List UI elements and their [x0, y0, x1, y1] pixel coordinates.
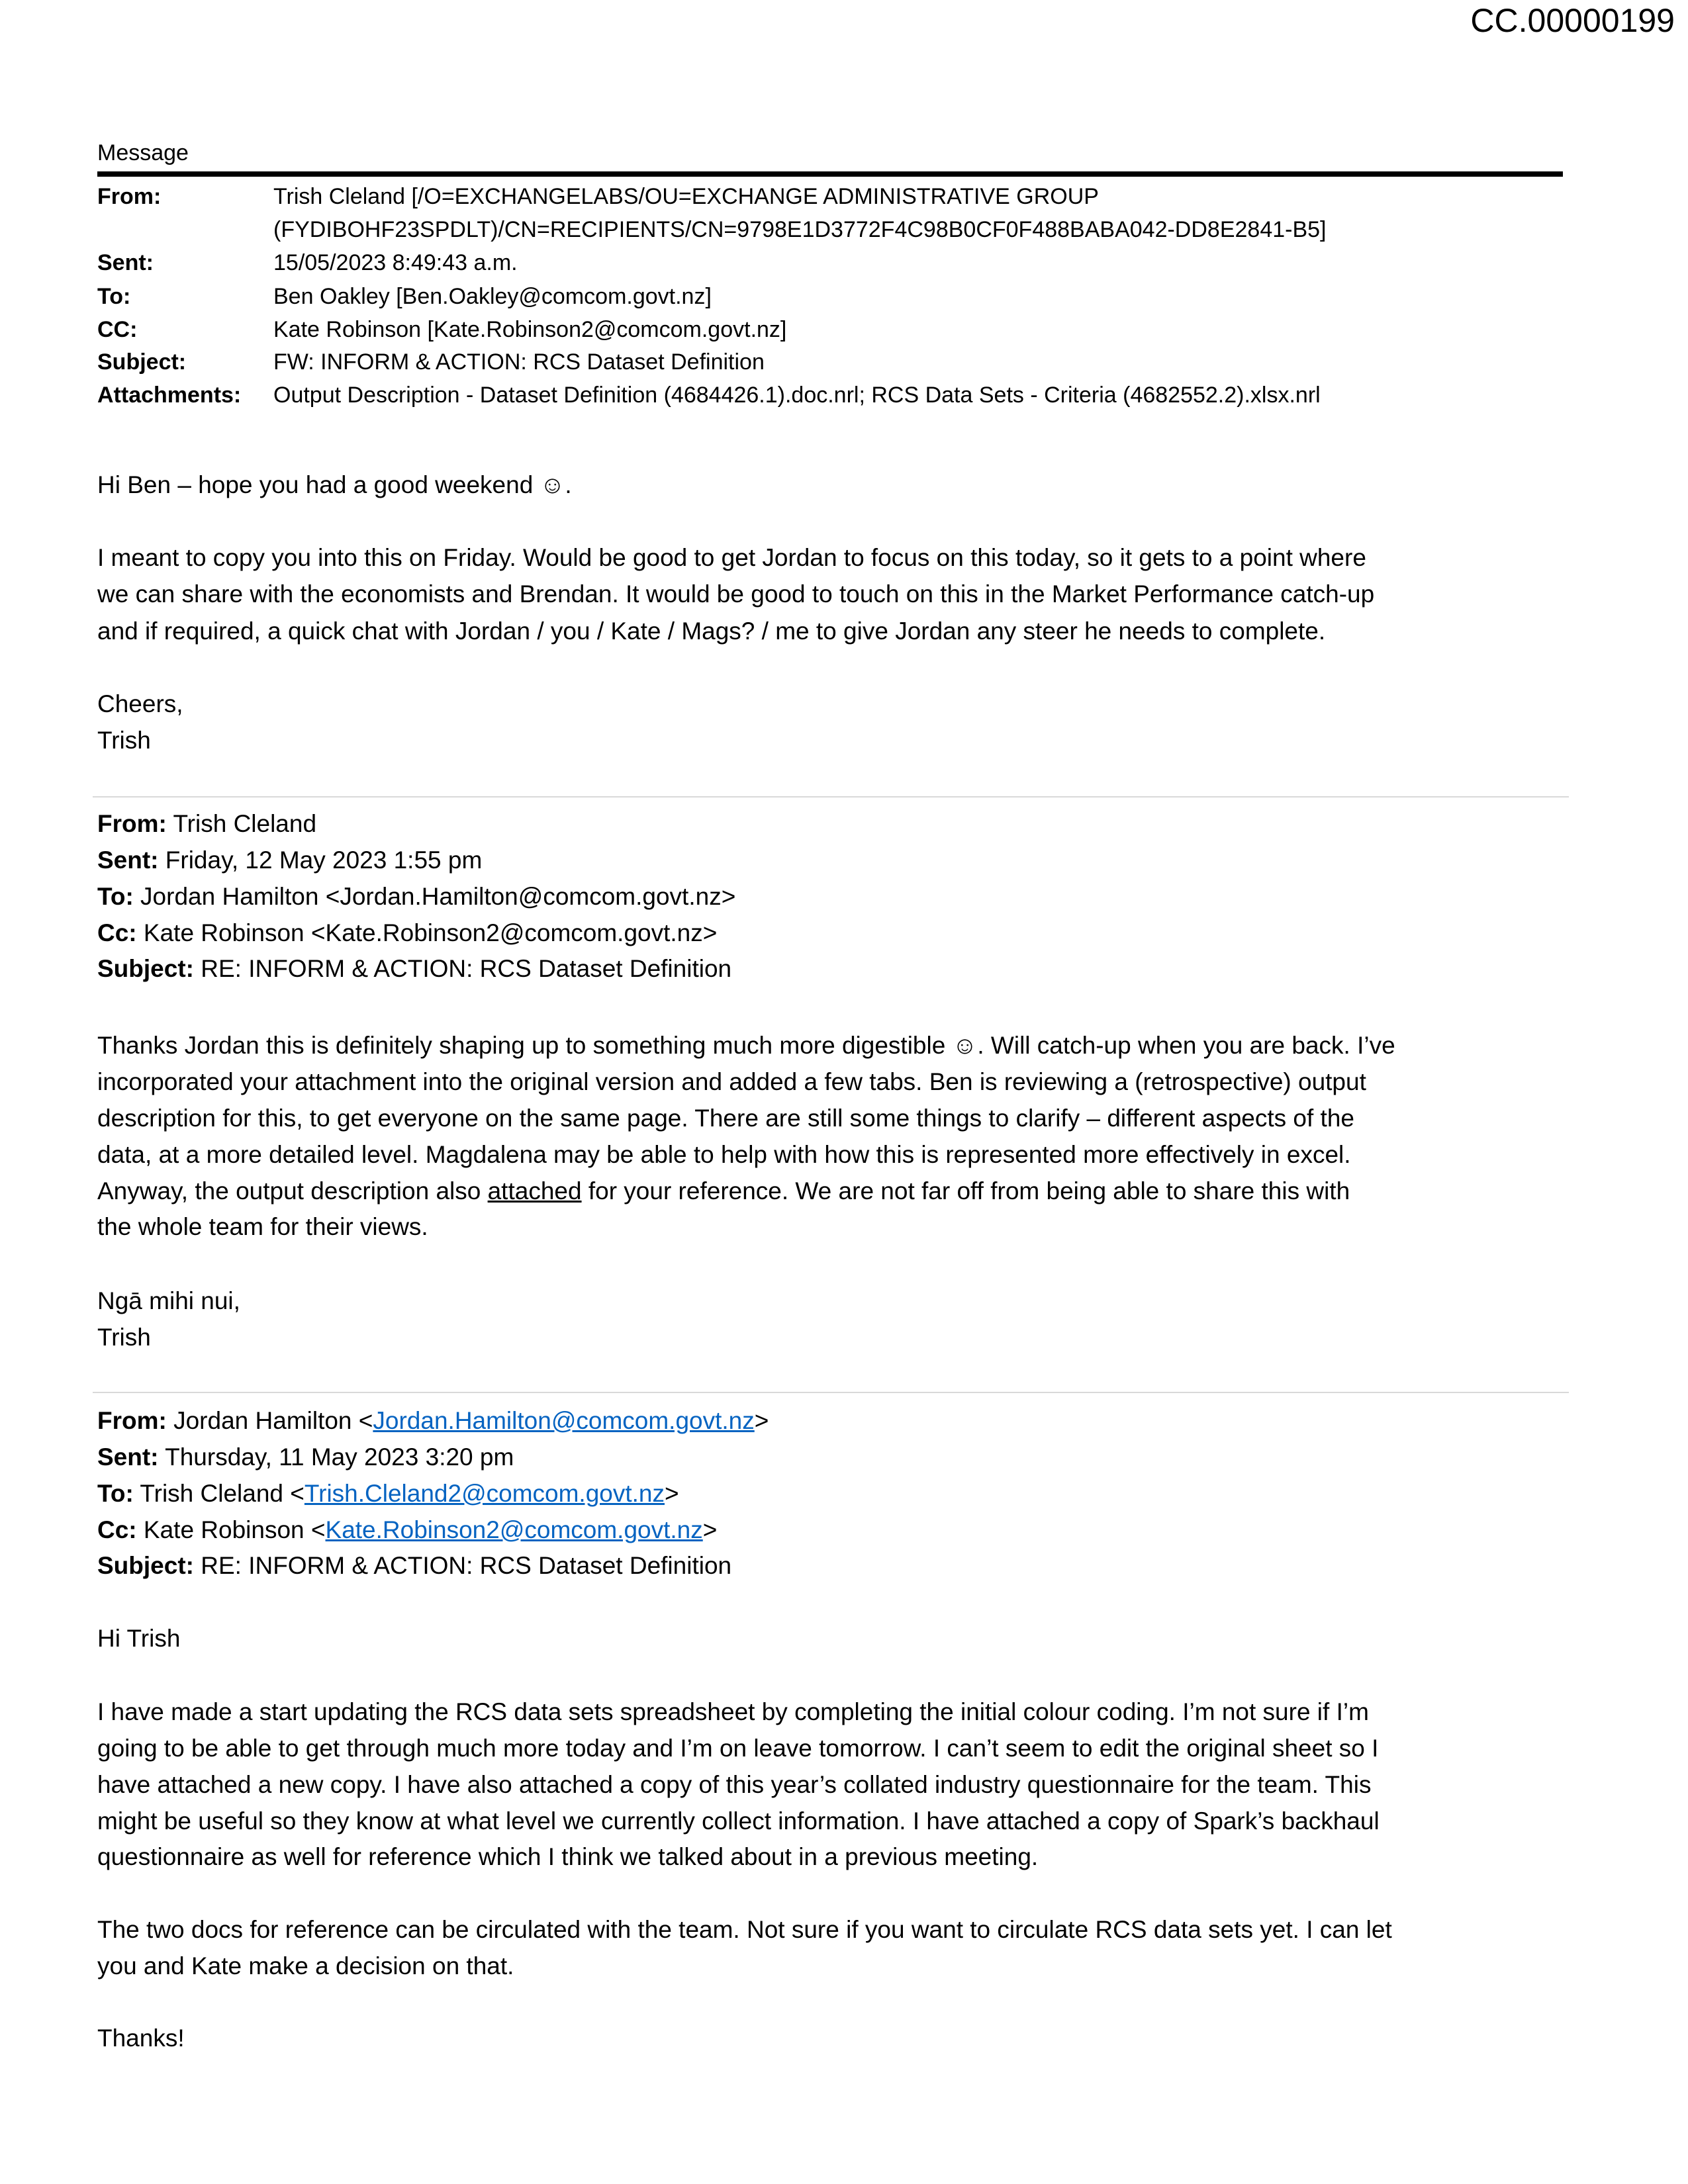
- body-line: and if required, a quick chat with Jordan / you / Kate / Mags? / me to give Jordan any steer he needs to complete.: [97, 617, 1326, 645]
- text: for your reference. We are not far off from being able to share this with: [581, 1177, 1350, 1205]
- to-line: [97, 1480, 679, 1508]
- body-line: we can share with the economists and Brendan. It would be good to touch on this in the Market Performance catch-up: [97, 580, 1375, 608]
- to-label: To:: [97, 284, 131, 309]
- body-line: you and Kate make a decision on that.: [97, 1952, 514, 1979]
- subject-line: [97, 955, 731, 983]
- to-label: To:: [97, 883, 134, 910]
- sent-label: Sent:: [97, 846, 159, 874]
- sent-label: Sent:: [97, 250, 154, 275]
- bracket: >: [665, 1480, 679, 1507]
- from-label: From:: [97, 184, 162, 209]
- sent-value: Friday, 12 May 2023 1:55 pm: [158, 846, 483, 874]
- signoff: Cheers,: [97, 690, 183, 717]
- body-line: The two docs for reference can be circulated with the team. Not sure if you want to circulate RCS data sets yet. I can let: [97, 1916, 1392, 1943]
- subject-line: [97, 1552, 731, 1580]
- subject-value: FW: INFORM & ACTION: RCS Dataset Definition: [273, 349, 765, 375]
- attachments-value: Output Description - Dataset Definition (4684426.1).doc.nrl; RCS Data Sets - Criteria (4682552.2).xlsx.nrl: [273, 383, 1321, 408]
- cc-label: Cc:: [97, 919, 137, 946]
- bracket: >: [702, 1516, 718, 1543]
- from-line: [97, 1407, 769, 1435]
- body-line: [97, 1177, 1350, 1205]
- to-label: To:: [97, 1480, 134, 1507]
- subject-value: RE: INFORM & ACTION: RCS Dataset Definition: [193, 1552, 732, 1579]
- cc-line: [97, 1516, 717, 1544]
- signature: Trish: [97, 1324, 151, 1351]
- body-line: the whole team for their views.: [97, 1213, 428, 1240]
- attached-link[interactable]: attached: [487, 1177, 582, 1205]
- body-line: going to be able to get through much more today and I’m on leave tomorrow. I can’t seem to edit the original sheet so I: [97, 1735, 1379, 1762]
- body-line: I have made a start updating the RCS data sets spreadsheet by completing the initial colour coding. I’m not sure if I’m: [97, 1698, 1369, 1725]
- cc-name: Kate Robinson <: [136, 1516, 326, 1543]
- cc-email-link[interactable]: Kate.Robinson2@comcom.govt.nz: [325, 1516, 703, 1543]
- to-name: Trish Cleland <: [133, 1480, 305, 1507]
- subject-label: Subject:: [97, 955, 194, 982]
- greeting: Hi Trish: [97, 1625, 181, 1652]
- sent-line: [97, 846, 482, 874]
- from-value: Trish Cleland: [166, 810, 317, 837]
- body-line: data, at a more detailed level. Magdalena may be able to help with how this is represented more effectively in excel.: [97, 1141, 1351, 1168]
- sent-value: Thursday, 11 May 2023 3:20 pm: [158, 1443, 514, 1471]
- to-value: Ben Oakley [Ben.Oakley@comcom.govt.nz]: [273, 284, 712, 309]
- from-label: From:: [97, 810, 167, 837]
- divider: [93, 1392, 1569, 1393]
- body-line: have attached a new copy. I have also attached a copy of this year’s collated industry questionnaire for the team. This: [97, 1771, 1372, 1798]
- from-name: Jordan Hamilton <: [166, 1407, 373, 1434]
- to-email-link[interactable]: Trish.Cleland2@comcom.govt.nz: [304, 1480, 665, 1507]
- signoff: Ngā mihi nui,: [97, 1287, 240, 1314]
- bracket: >: [754, 1407, 769, 1434]
- from-value-cont: (FYDIBOHF23SPDLT)/CN=RECIPIENTS/CN=9798E1D3772F4C98B0CF0F488BABA042-DD8E2841-B5]: [273, 217, 1327, 242]
- greeting: Hi Ben – hope you had a good weekend ☺.: [97, 471, 572, 498]
- attachments-label: Attachments:: [97, 383, 242, 408]
- from-value: Trish Cleland [/O=EXCHANGELABS/OU=EXCHANGE ADMINISTRATIVE GROUP: [273, 184, 1099, 209]
- to-line: [97, 883, 735, 911]
- to-value: Jordan Hamilton <Jordan.Hamilton@comcom.govt.nz>: [133, 883, 736, 910]
- body-line: description for this, to get everyone on the same page. There are still some things to clarify – different aspects of the: [97, 1105, 1354, 1132]
- cc-value: Kate Robinson [Kate.Robinson2@comcom.govt.nz]: [273, 317, 787, 342]
- from-email-link[interactable]: Jordan.Hamilton@comcom.govt.nz: [373, 1407, 755, 1434]
- body-line: Thanks Jordan this is definitely shaping up to something much more digestible ☺. Will catch-up when you are back. I’ve: [97, 1032, 1395, 1059]
- sent-value: 15/05/2023 8:49:43 a.m.: [273, 250, 518, 275]
- cc-value: Kate Robinson <Kate.Robinson2@comcom.govt.nz>: [136, 919, 718, 946]
- signoff: Thanks!: [97, 2025, 185, 2052]
- text: Anyway, the output description also: [97, 1177, 488, 1205]
- sent-line: [97, 1443, 514, 1471]
- header-rule: [97, 171, 1563, 177]
- cc-line: [97, 919, 717, 947]
- subject-label: Subject:: [97, 1552, 194, 1579]
- signature: Trish: [97, 727, 151, 754]
- subject-value: RE: INFORM & ACTION: RCS Dataset Definition: [193, 955, 732, 982]
- subject-label: Subject:: [97, 349, 187, 375]
- sent-label: Sent:: [97, 1443, 159, 1471]
- body-line: incorporated your attachment into the original version and added a few tabs. Ben is reviewing a (retrospective) output: [97, 1068, 1366, 1095]
- message-label: Message: [97, 140, 189, 165]
- body-line: questionnaire as well for reference which I think we talked about in a previous meeting.: [97, 1843, 1039, 1870]
- from-label: From:: [97, 1407, 167, 1434]
- body-line: I meant to copy you into this on Friday. Would be good to get Jordan to focus on this today, so it gets to a point where: [97, 544, 1366, 571]
- document-id: CC.00000199: [1470, 2, 1675, 39]
- cc-label: CC:: [97, 317, 138, 342]
- body-line: might be useful so they know at what level we currently collect information. I have attached a copy of Spark’s backhaul: [97, 1807, 1380, 1835]
- divider: [93, 796, 1569, 797]
- cc-label: Cc:: [97, 1516, 137, 1543]
- from-line: [97, 810, 316, 838]
